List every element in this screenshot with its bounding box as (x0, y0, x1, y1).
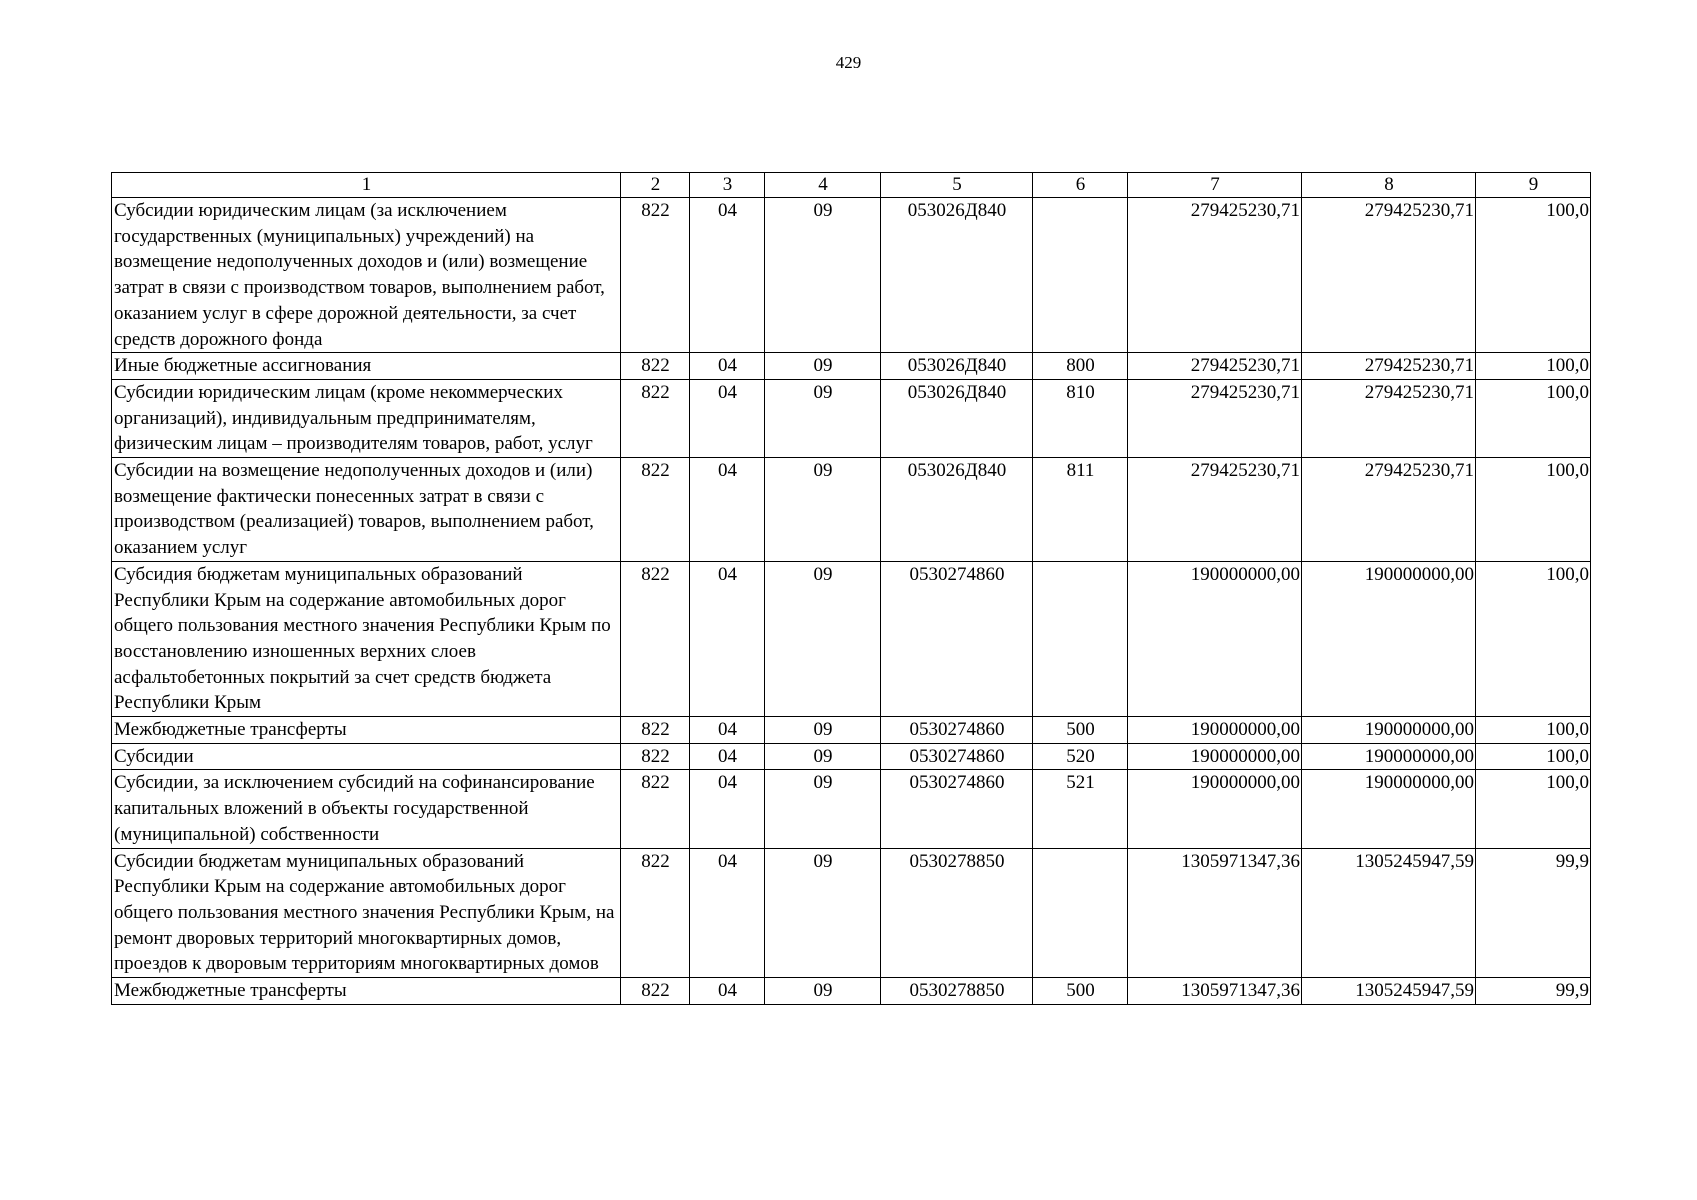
table-row (112, 717, 1591, 744)
cell-code-5: 0530278850 (881, 848, 1033, 978)
cell-code-3: 04 (690, 848, 765, 978)
cell-code-3: 04 (690, 717, 765, 744)
cell-code-6: 800 (1033, 353, 1128, 380)
cell-amount-8: 190000000,00 (1302, 717, 1476, 744)
cell-code-4: 09 (765, 198, 881, 353)
cell-code-2: 822 (621, 770, 690, 848)
item-name: Субсидии, за исключением субсидий на софинансирование капитальных вложений в объекты государственной (муниципальной) собственности (112, 770, 621, 848)
column-header: 5 (881, 173, 1033, 198)
cell-code-6 (1033, 561, 1128, 716)
column-header: 3 (690, 173, 765, 198)
cell-code-4: 09 (765, 848, 881, 978)
cell-amount-7: 279425230,71 (1128, 353, 1302, 380)
cell-code-2: 822 (621, 458, 690, 562)
cell-percent-9: 100,0 (1476, 770, 1591, 848)
cell-amount-8: 279425230,71 (1302, 198, 1476, 353)
cell-code-6: 810 (1033, 379, 1128, 457)
cell-code-5: 0530278850 (881, 978, 1033, 1005)
cell-code-4: 09 (765, 458, 881, 562)
column-number-row (112, 173, 1591, 198)
cell-code-3: 04 (690, 770, 765, 848)
cell-code-2: 822 (621, 978, 690, 1005)
cell-code-3: 04 (690, 978, 765, 1005)
cell-code-5: 053026Д840 (881, 353, 1033, 380)
item-name: Субсидии бюджетам муниципальных образований Республики Крым на содержание автомобильных дорог общего пользования местного значения Республики Крым, на ремонт дворовых территорий многоквартирных домов, проездов к дворовым территориям многоквартирных домов (112, 848, 621, 978)
cell-percent-9: 100,0 (1476, 561, 1591, 716)
table-row (112, 353, 1591, 380)
cell-amount-7: 190000000,00 (1128, 717, 1302, 744)
cell-percent-9: 99,9 (1476, 848, 1591, 978)
cell-code-4: 09 (765, 353, 881, 380)
cell-code-2: 822 (621, 743, 690, 770)
item-name: Межбюджетные трансферты (112, 717, 621, 744)
cell-code-2: 822 (621, 198, 690, 353)
cell-code-3: 04 (690, 458, 765, 562)
cell-code-3: 04 (690, 198, 765, 353)
cell-code-6: 500 (1033, 717, 1128, 744)
cell-amount-8: 1305245947,59 (1302, 978, 1476, 1005)
cell-code-6: 500 (1033, 978, 1128, 1005)
cell-code-2: 822 (621, 353, 690, 380)
column-header: 6 (1033, 173, 1128, 198)
column-header: 2 (621, 173, 690, 198)
cell-amount-8: 1305245947,59 (1302, 848, 1476, 978)
cell-code-6: 811 (1033, 458, 1128, 562)
cell-code-4: 09 (765, 743, 881, 770)
column-header: 4 (765, 173, 881, 198)
cell-code-4: 09 (765, 561, 881, 716)
cell-code-5: 0530274860 (881, 770, 1033, 848)
table-row (112, 379, 1591, 457)
budget-table (111, 172, 1591, 1005)
table-row (112, 848, 1591, 978)
cell-code-3: 04 (690, 561, 765, 716)
cell-code-5: 053026Д840 (881, 458, 1033, 562)
cell-amount-7: 190000000,00 (1128, 770, 1302, 848)
cell-code-3: 04 (690, 743, 765, 770)
table-row (112, 198, 1591, 353)
cell-code-5: 0530274860 (881, 717, 1033, 744)
cell-amount-8: 190000000,00 (1302, 743, 1476, 770)
cell-code-4: 09 (765, 379, 881, 457)
cell-code-5: 0530274860 (881, 743, 1033, 770)
item-name: Субсидии юридическим лицам (за исключением государственных (муниципальных) учреждений) на возмещение недополученных доходов и (или) возмещение затрат в связи с производством товаров, выполнением работ, оказанием услуг в сфере дорожной деятельности, за счет средств дорожного фонда (112, 198, 621, 353)
cell-percent-9: 100,0 (1476, 198, 1591, 353)
cell-code-6 (1033, 848, 1128, 978)
cell-amount-7: 190000000,00 (1128, 743, 1302, 770)
cell-code-6 (1033, 198, 1128, 353)
table-row (112, 770, 1591, 848)
page-number: 429 (835, 53, 862, 72)
cell-code-5: 0530274860 (881, 561, 1033, 716)
cell-amount-7: 279425230,71 (1128, 379, 1302, 457)
cell-amount-7: 279425230,71 (1128, 198, 1302, 353)
cell-code-3: 04 (690, 353, 765, 380)
cell-amount-7: 1305971347,36 (1128, 978, 1302, 1005)
table-row (112, 458, 1591, 562)
cell-amount-8: 190000000,00 (1302, 561, 1476, 716)
item-name: Межбюджетные трансферты (112, 978, 621, 1005)
cell-code-2: 822 (621, 848, 690, 978)
cell-code-4: 09 (765, 978, 881, 1005)
cell-code-5: 053026Д840 (881, 379, 1033, 457)
item-name: Субсидии (112, 743, 621, 770)
cell-code-6: 521 (1033, 770, 1128, 848)
table-row (112, 743, 1591, 770)
item-name: Субсидии на возмещение недополученных доходов и (или) возмещение фактически понесенных затрат в связи с производством (реализацией) товаров, выполнением работ, оказанием услуг (112, 458, 621, 562)
cell-percent-9: 100,0 (1476, 379, 1591, 457)
item-name: Субсидия бюджетам муниципальных образований Республики Крым на содержание автомобильных дорог общего пользования местного значения Республики Крым по восстановлению изношенных верхних слоев асфальтобетонных покрытий за счет средств бюджета Республики Крым (112, 561, 621, 716)
column-header: 9 (1476, 173, 1591, 198)
cell-amount-7: 190000000,00 (1128, 561, 1302, 716)
cell-code-2: 822 (621, 561, 690, 716)
cell-percent-9: 99,9 (1476, 978, 1591, 1005)
cell-amount-8: 279425230,71 (1302, 379, 1476, 457)
table-row (112, 978, 1591, 1005)
cell-amount-8: 279425230,71 (1302, 458, 1476, 562)
cell-code-4: 09 (765, 770, 881, 848)
cell-percent-9: 100,0 (1476, 458, 1591, 562)
column-header: 8 (1302, 173, 1476, 198)
cell-code-4: 09 (765, 717, 881, 744)
cell-code-3: 04 (690, 379, 765, 457)
column-header: 7 (1128, 173, 1302, 198)
cell-amount-7: 1305971347,36 (1128, 848, 1302, 978)
cell-code-5: 053026Д840 (881, 198, 1033, 353)
cell-percent-9: 100,0 (1476, 717, 1591, 744)
item-name: Иные бюджетные ассигнования (112, 353, 621, 380)
cell-percent-9: 100,0 (1476, 743, 1591, 770)
cell-code-6: 520 (1033, 743, 1128, 770)
cell-amount-8: 190000000,00 (1302, 770, 1476, 848)
cell-code-2: 822 (621, 379, 690, 457)
cell-amount-7: 279425230,71 (1128, 458, 1302, 562)
cell-amount-8: 279425230,71 (1302, 353, 1476, 380)
item-name: Субсидии юридическим лицам (кроме некоммерческих организаций), индивидуальным предпринимателям, физическим лицам – производителям товаров, работ, услуг (112, 379, 621, 457)
table-row (112, 561, 1591, 716)
column-header: 1 (112, 173, 621, 198)
cell-percent-9: 100,0 (1476, 353, 1591, 380)
cell-code-2: 822 (621, 717, 690, 744)
